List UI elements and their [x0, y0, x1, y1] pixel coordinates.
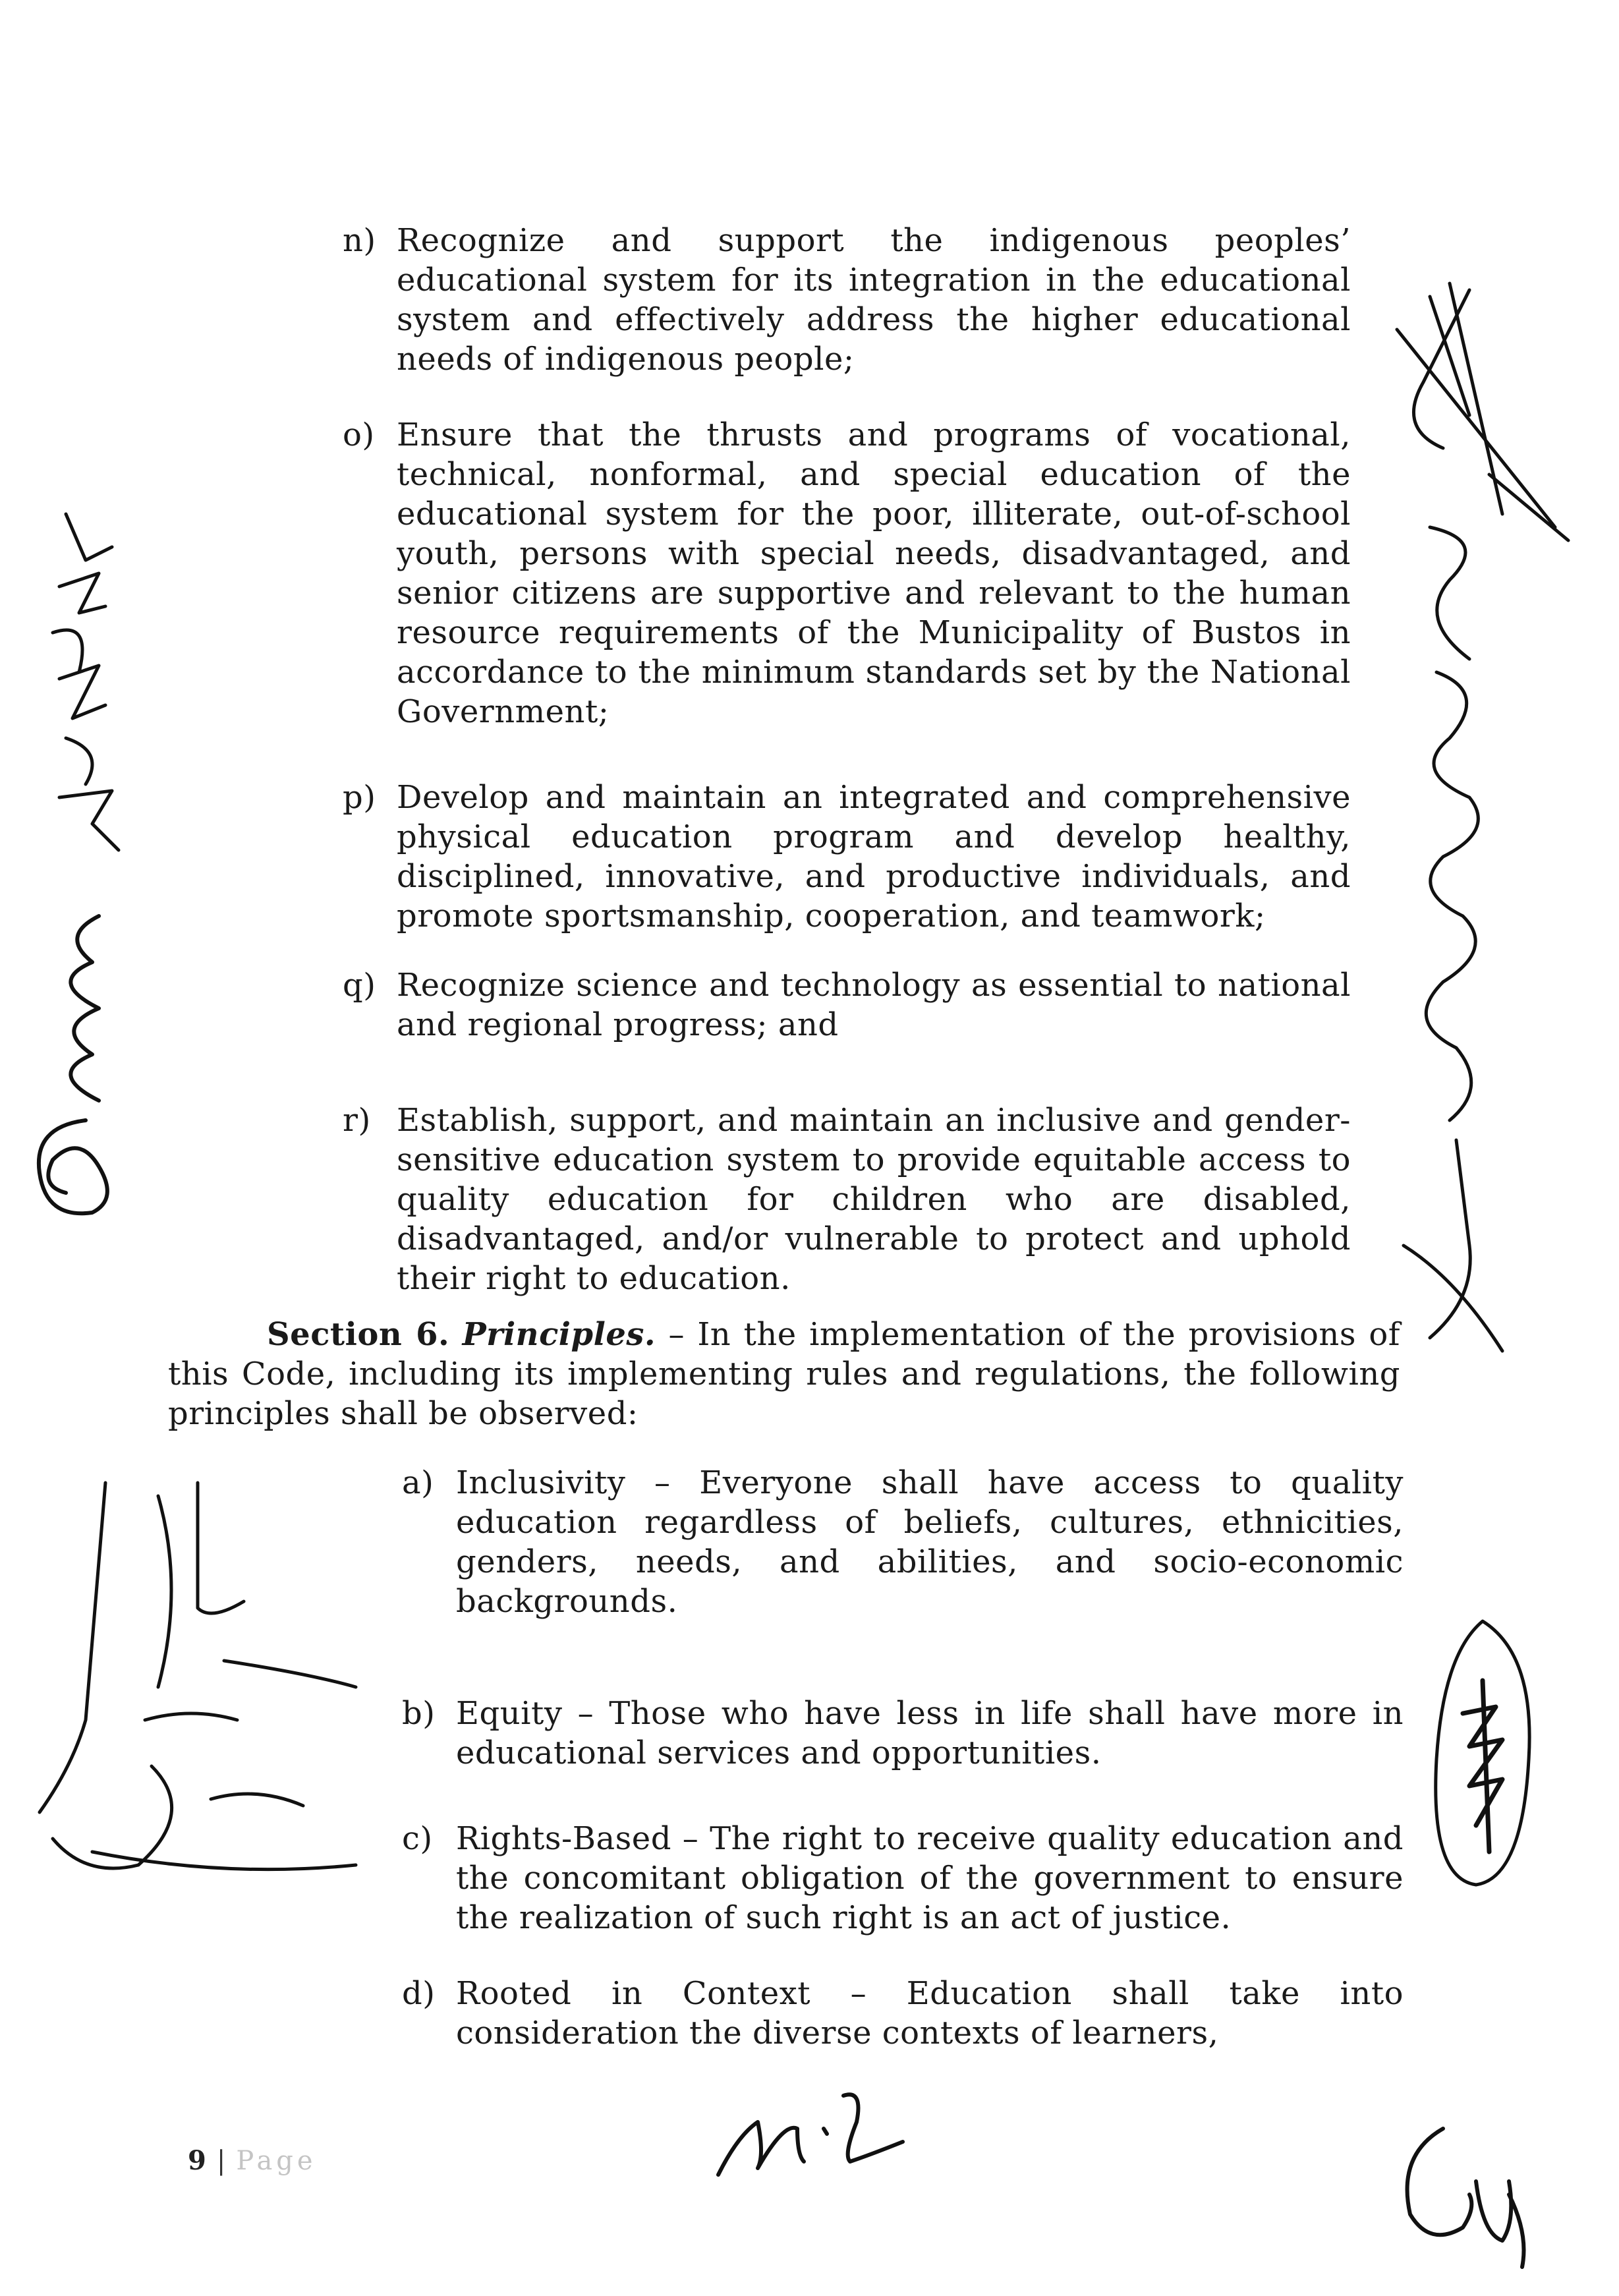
- signature-right-seal: [1423, 1615, 1542, 1891]
- footer-separator: |: [216, 2146, 230, 2176]
- list-item-text: Recognize and support the indigenous peoples’ educational system for its integration in the educational system and effectively address the higher educational needs of indigenous people;: [397, 222, 1351, 378]
- list-item-text: Ensure that the thrusts and programs of vocational, technical, nonformal, and special education of the educational system for the poor, illiterate, out-of-school youth, persons with special needs, disadvantaged, and senior citizens are supportive and relevant to the human resource requirements of the Municipality of Bustos in accordance to the minimum standards set by the National Government;: [397, 416, 1351, 730]
- section-number: Section 6.: [267, 1316, 450, 1353]
- page-footer: [188, 2145, 317, 2176]
- section-intro: – In the implementation of the provisions of this Code, including its implementing rules and regulations, the following principles shall be observed:: [168, 1316, 1400, 1432]
- principle-c: [402, 1819, 1404, 1937]
- section-6-paragraph: [168, 1315, 1400, 1433]
- list-marker: d): [402, 1975, 436, 2012]
- list-item-r: [343, 1101, 1351, 1298]
- list-item-text: Establish, support, and maintain an inclusive and gender-sensitive education system to provide equitable access to quality education for children who are disabled, disadvantaged, and/or vulnerable to protect and uphold their right to education.: [397, 1102, 1351, 1297]
- principle-d: [402, 1974, 1404, 2053]
- list-marker: b): [402, 1695, 436, 1732]
- principle-text: Rooted in Context – Education shall take into consideration the diverse contexts of learners,: [456, 1975, 1404, 2052]
- list-item-text: Recognize science and technology as essential to national and regional progress; and: [397, 967, 1351, 1043]
- principle-text: Equity – Those who have less in life shall have more in educational services and opportunities.: [456, 1695, 1404, 1771]
- signature-right-middle: [1390, 521, 1509, 1364]
- list-marker: c): [402, 1820, 433, 1857]
- section-title: Principles.: [462, 1316, 656, 1353]
- list-marker: n): [343, 222, 376, 259]
- list-marker: a): [402, 1464, 434, 1501]
- principle-a: [402, 1463, 1404, 1621]
- list-item-p: [343, 778, 1351, 936]
- list-item-o: [343, 415, 1351, 732]
- principle-b: [402, 1694, 1404, 1773]
- list-item-text: Develop and maintain an integrated and comprehensive physical education program and develop healthy, disciplined, innovative, and productive individuals, and promote sportsmanship, cooperation, and teamwork;: [397, 779, 1351, 934]
- signature-left-bottom: [26, 1470, 395, 1885]
- principle-text: Inclusivity – Everyone shall have access to quality education regardless of beliefs, cultures, ethnicities, genders, needs, and abilities, and socio-economic backgrounds.: [456, 1464, 1404, 1620]
- list-marker: r): [343, 1102, 371, 1139]
- list-item-q: [343, 965, 1351, 1045]
- list-item-n: [343, 221, 1351, 379]
- page-number: 9: [188, 2145, 210, 2176]
- page-label: Page: [236, 2146, 317, 2176]
- list-marker: o): [343, 416, 375, 453]
- signature-left-top: [40, 507, 132, 876]
- list-marker: q): [343, 967, 376, 1004]
- signature-left-middle: [20, 909, 125, 1252]
- list-marker: p): [343, 779, 376, 816]
- signature-bottom-center: [712, 2082, 909, 2188]
- principle-text: Rights-Based – The right to receive quality education and the concomitant obligation of the government to ensure the realization of such right is an act of justice.: [456, 1820, 1404, 1936]
- signature-right-top: [1357, 277, 1581, 554]
- signature-right-bottom: [1384, 2102, 1542, 2267]
